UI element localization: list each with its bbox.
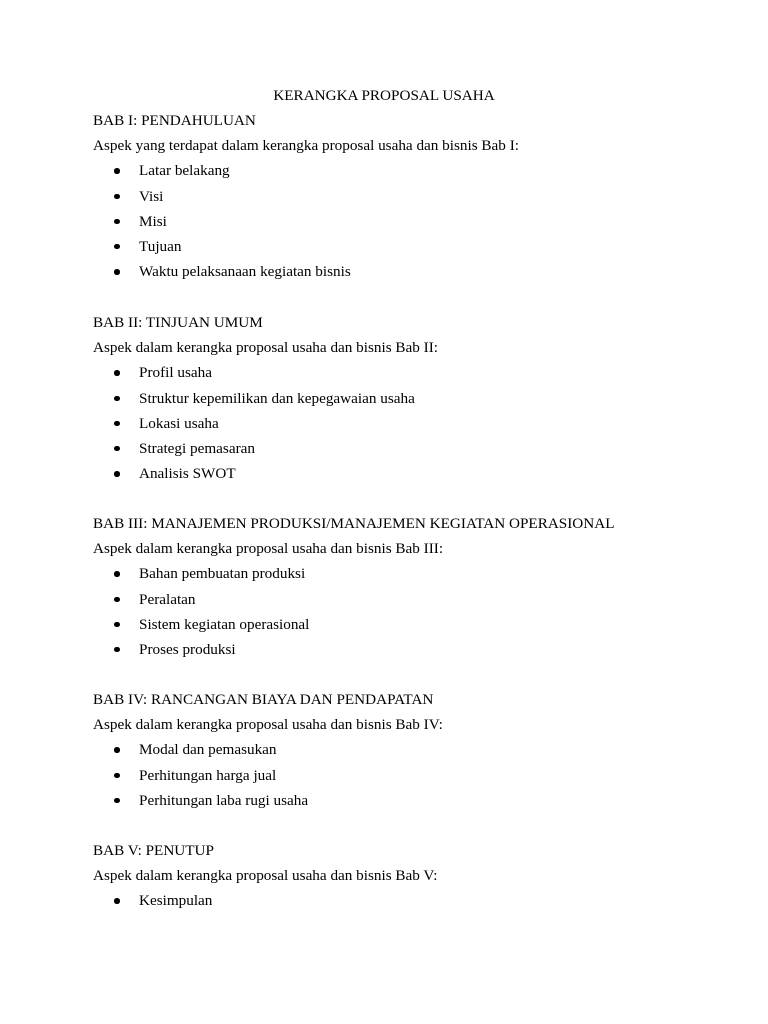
bullet-list <box>93 740 733 816</box>
list-item-text: Strategi pemasaran <box>139 439 255 457</box>
section-heading: BAB IV: RANCANGAN BIAYA DAN PENDAPATAN <box>93 691 434 708</box>
list-item-text: Perhitungan laba rugi usaha <box>139 791 309 809</box>
bullet-list <box>93 891 733 916</box>
bullet-icon <box>114 421 120 427</box>
list-item <box>93 464 733 489</box>
list-item-text: Visi <box>139 187 164 205</box>
section-intro: Aspek dalam kerangka proposal usaha dan bisnis Bab IV: <box>93 716 443 734</box>
list-item <box>93 262 733 287</box>
bullet-icon <box>114 370 120 376</box>
section-bab-4 <box>93 690 733 816</box>
list-item <box>93 161 733 186</box>
list-item <box>93 766 733 791</box>
bullet-icon <box>114 446 120 452</box>
list-item-text: Modal dan pemasukan <box>139 741 277 759</box>
section-heading: BAB III: MANAJEMEN PRODUKSI/MANAJEMEN KEGIATAN OPERASIONAL <box>93 515 615 532</box>
section-heading: BAB I: PENDAHULUAN <box>93 112 256 129</box>
section-heading: BAB V: PENUTUP <box>93 842 214 859</box>
bullet-icon <box>114 244 120 250</box>
list-item-text: Misi <box>139 212 167 230</box>
section-bab-5 <box>93 841 733 917</box>
bullet-icon <box>114 471 120 477</box>
list-item-text: Struktur kepemilikan dan kepegawaian usaha <box>139 389 415 407</box>
bullet-icon <box>114 647 120 653</box>
section-bab-3 <box>93 514 733 665</box>
list-item-text: Proses produksi <box>139 640 236 658</box>
section-intro: Aspek dalam kerangka proposal usaha dan bisnis Bab V: <box>93 867 438 885</box>
section-bab-1 <box>93 111 733 287</box>
list-item-text: Latar belakang <box>139 162 230 180</box>
bullet-icon <box>114 898 120 904</box>
list-item-text: Perhitungan harga jual <box>139 766 277 784</box>
list-item-text: Waktu pelaksanaan kegiatan bisnis <box>139 263 351 281</box>
list-item-text: Tujuan <box>139 237 182 255</box>
bullet-icon <box>114 798 120 804</box>
bullet-list <box>93 564 733 665</box>
section-intro: Aspek dalam kerangka proposal usaha dan bisnis Bab II: <box>93 339 439 357</box>
bullet-icon <box>114 269 120 275</box>
list-item <box>93 791 733 816</box>
bullet-list <box>93 363 733 489</box>
bullet-icon <box>114 396 120 402</box>
bullet-icon <box>114 571 120 577</box>
list-item <box>93 363 733 388</box>
bullet-icon <box>114 597 120 603</box>
list-item <box>93 590 733 615</box>
list-item <box>93 640 733 665</box>
list-item <box>93 237 733 262</box>
list-item <box>93 740 733 765</box>
bullet-icon <box>114 194 120 200</box>
list-item <box>93 212 733 237</box>
bullet-icon <box>114 747 120 753</box>
section-heading: BAB II: TINJUAN UMUM <box>93 314 263 331</box>
section-bab-2 <box>93 313 733 489</box>
bullet-list <box>93 161 733 287</box>
list-item <box>93 615 733 640</box>
list-item-text: Peralatan <box>139 590 196 608</box>
list-item <box>93 414 733 439</box>
bullet-icon <box>114 773 120 779</box>
list-item-text: Sistem kegiatan operasional <box>139 615 310 633</box>
list-item-text: Bahan pembuatan produksi <box>139 565 306 583</box>
bullet-icon <box>114 219 120 225</box>
list-item <box>93 891 733 916</box>
section-intro: Aspek dalam kerangka proposal usaha dan bisnis Bab III: <box>93 540 444 558</box>
list-item <box>93 564 733 589</box>
list-item-text: Profil usaha <box>139 364 212 382</box>
section-intro: Aspek yang terdapat dalam kerangka proposal usaha dan bisnis Bab I: <box>93 137 519 155</box>
document-title: KERANGKA PROPOSAL USAHA <box>273 87 495 104</box>
bullet-icon <box>114 622 120 628</box>
list-item-text: Lokasi usaha <box>139 414 219 432</box>
list-item-text: Analisis SWOT <box>139 465 236 483</box>
bullet-icon <box>114 168 120 174</box>
list-item <box>93 187 733 212</box>
list-item <box>93 439 733 464</box>
list-item-text: Kesimpulan <box>139 892 213 910</box>
list-item <box>93 389 733 414</box>
